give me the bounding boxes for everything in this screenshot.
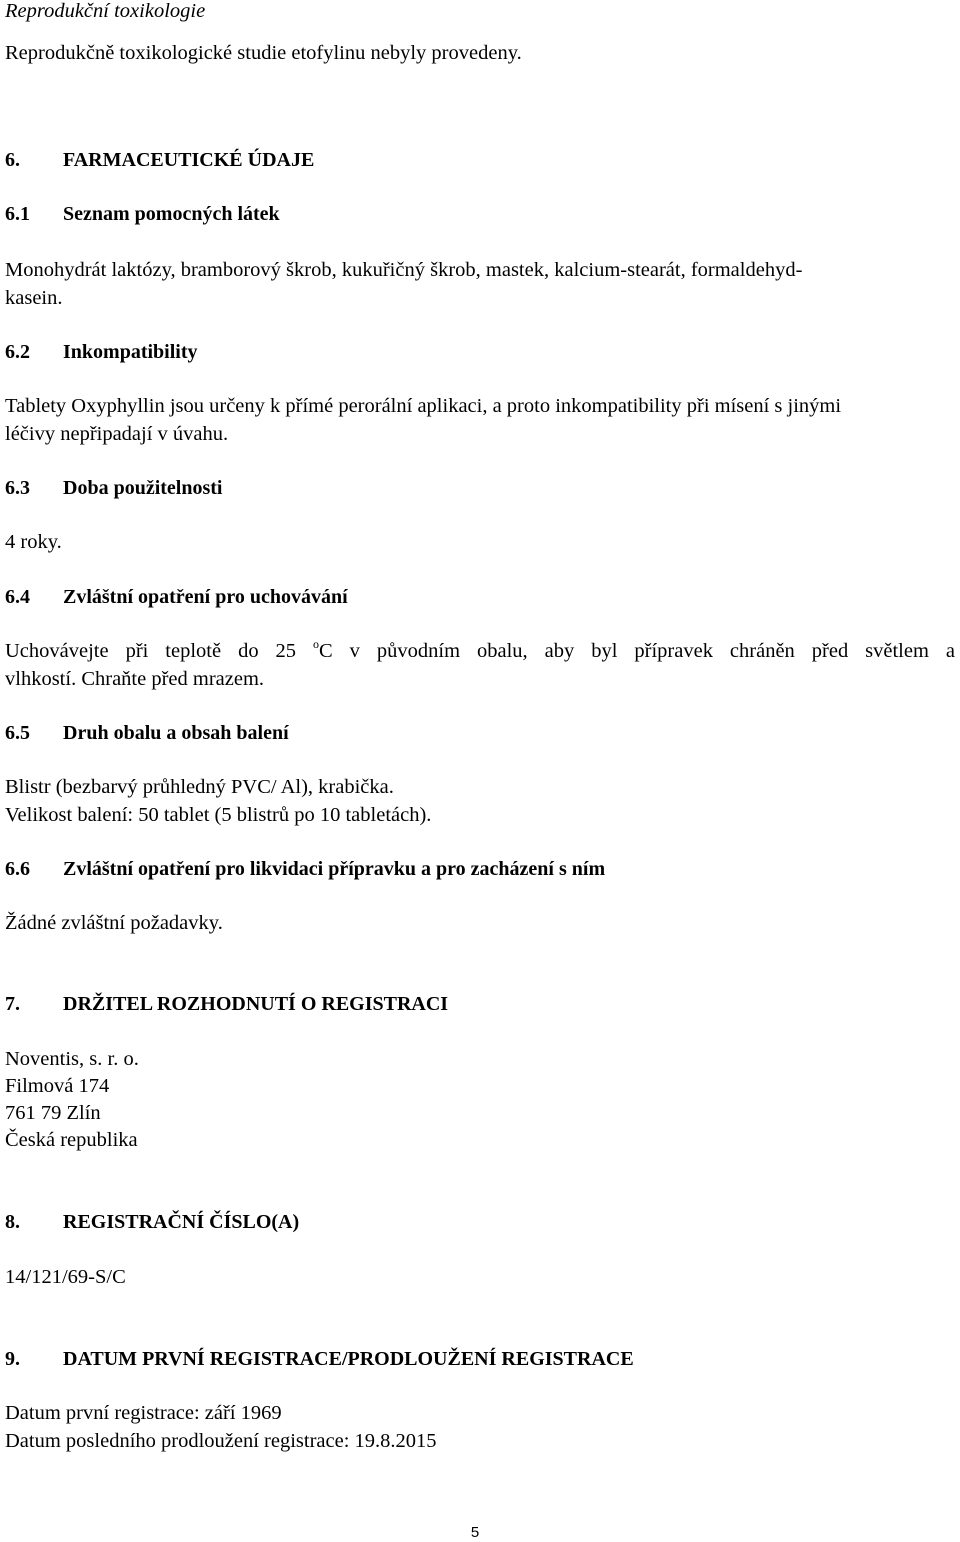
- section-6-4-heading: [5, 584, 348, 610]
- section-9-title: DATUM PRVNÍ REGISTRACE/PRODLOUŽENÍ REGISTRACE: [63, 1348, 634, 1370]
- section-6-2-title: Inkompatibility: [63, 341, 198, 363]
- section-6-1-line-2: kasein.: [5, 287, 63, 309]
- section-6-3-heading: [5, 475, 222, 501]
- section-6-heading: [5, 147, 314, 173]
- section-6-6-text: Žádné zvláštní požadavky.: [5, 912, 223, 934]
- section-6-3-title: Doba použitelnosti: [63, 477, 223, 499]
- section-6-2-heading: [5, 339, 197, 365]
- section-8-number: 8.: [5, 1211, 20, 1233]
- section-6-1-heading: [5, 201, 280, 227]
- section-6-5-title: Druh obalu a obsah balení: [63, 722, 289, 744]
- section-6-5-line-2: Velikost balení: 50 tablet (5 blistrů po 10 tabletách).: [5, 804, 432, 826]
- section-6-4-number: 6.4: [5, 586, 30, 608]
- storage-text-end: C v původním obalu, aby byl přípravek chráněn před světlem a: [319, 640, 955, 662]
- section-6-5-heading: [5, 720, 289, 746]
- section-9-heading: [5, 1346, 634, 1372]
- holder-name: Noventis, s. r. o.: [5, 1048, 139, 1070]
- holder-street: Filmová 174: [5, 1075, 110, 1097]
- repro-heading: Reprodukční toxikologie: [5, 0, 206, 22]
- section-7-title: DRŽITEL ROZHODNUTÍ O REGISTRACI: [63, 993, 449, 1015]
- section-6-2-line-1: Tablety Oxyphyllin jsou určeny k přímé perorální aplikaci, a proto inkompatibility při mísení s jinými: [5, 395, 842, 417]
- renewal-date: Datum posledního prodloužení registrace: 19.8.2015: [5, 1430, 437, 1452]
- section-6-number: 6.: [5, 149, 20, 171]
- section-6-title: FARMACEUTICKÉ ÚDAJE: [63, 149, 315, 171]
- first-registration-date: Datum první registrace: září 1969: [5, 1402, 282, 1424]
- holder-city: 761 79 Zlín: [5, 1102, 101, 1124]
- section-6-6-number: 6.6: [5, 858, 30, 880]
- section-6-1-line-1: Monohydrát laktózy, bramborový škrob, kukuřičný škrob, mastek, kalcium-stearát, formaldehyd-: [5, 259, 803, 281]
- registration-number: 14/121/69-S/C: [5, 1266, 126, 1288]
- section-6-3-text: 4 roky.: [5, 531, 62, 553]
- section-8-heading: [5, 1209, 299, 1235]
- section-8-title: REGISTRAČNÍ ČÍSLO(A): [63, 1211, 300, 1233]
- section-6-6-heading: [5, 856, 605, 882]
- section-6-3-number: 6.3: [5, 477, 30, 499]
- section-6-5-number: 6.5: [5, 722, 30, 744]
- degree-superscript: o: [313, 637, 320, 651]
- section-6-4-title: Zvláštní opatření pro uchovávání: [63, 586, 348, 608]
- section-6-1-number: 6.1: [5, 203, 30, 225]
- repro-text: Reprodukčně toxikologické studie etofylinu nebyly provedeny.: [5, 42, 522, 64]
- section-6-6-title: Zvláštní opatření pro likvidaci přípravku a pro zacházení s ním: [63, 858, 606, 880]
- section-6-4-line-2: vlhkostí. Chraňte před mrazem.: [5, 668, 265, 690]
- section-6-5-line-1: Blistr (bezbarvý průhledný PVC/ Al), krabička.: [5, 776, 394, 798]
- section-6-2-line-2: léčivy nepřipadají v úvahu.: [5, 423, 229, 445]
- section-7-number: 7.: [5, 993, 20, 1015]
- holder-country: Česká republika: [5, 1129, 138, 1151]
- page-number: 5: [470, 1524, 480, 1541]
- section-6-2-number: 6.2: [5, 341, 30, 363]
- storage-text-start: Uchovávejte při teplotě do 25: [5, 640, 297, 662]
- section-9-number: 9.: [5, 1348, 20, 1370]
- section-6-4-line-1: [5, 638, 955, 666]
- section-6-1-title: Seznam pomocných látek: [63, 203, 280, 225]
- section-7-heading: [5, 991, 448, 1017]
